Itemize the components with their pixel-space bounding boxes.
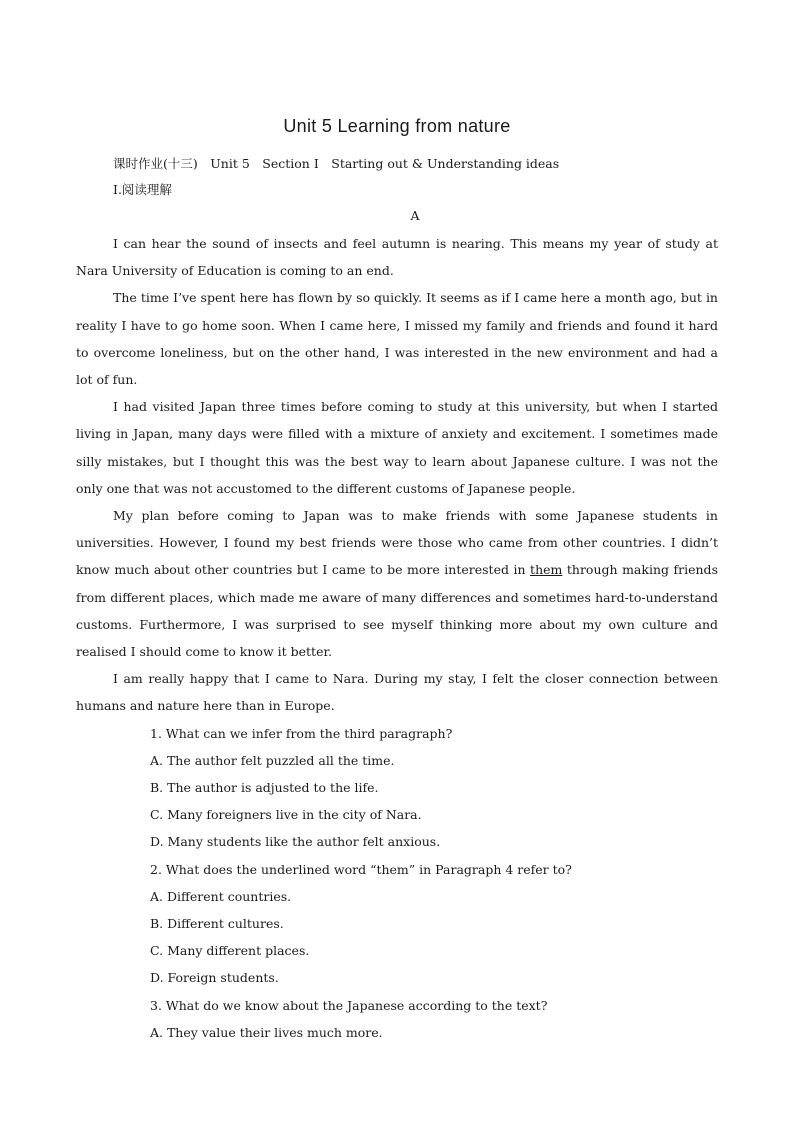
paragraph-2: The time I’ve spent here has flown by so quickly. It seems as if I came here a month ago, but in reality I have to go home soon. When I came here, I missed my family and friends and found it hard to overcome loneliness, but on the other hand, I was interested in the new environment and had a lot of fun. <box>76 290 718 388</box>
section-label: Ⅰ.阅读理解 <box>113 182 172 197</box>
question-stem: 1. What can we infer from the third paragraph? <box>150 725 453 741</box>
passage-body <box>76 230 718 1046</box>
answer-option: B. The author is adjusted to the life. <box>150 780 379 796</box>
lesson-subtitle: 课时作业(十三) Unit 5 Section Ⅰ Starting out & Understanding ideas <box>113 156 560 171</box>
paragraph-1: I can hear the sound of insects and feel autumn is nearing. This means my year of study at Nara University of Education is coming to an end. <box>76 236 718 279</box>
paragraph-3: I had visited Japan three times before coming to study at this university, but when I started living in Japan, many days were filled with a mixture of anxiety and excitement. I sometimes made silly mistakes, but I thought this was the best way to learn about Japanese culture. I was not the only one that was not accustomed to the different customs of Japanese people. <box>76 399 718 496</box>
question-stem: 2. What does the underlined word “them” in Paragraph 4 refer to? <box>150 861 572 877</box>
paragraph-5: I am really happy that I came to Nara. During my stay, I felt the closer connection between humans and nature here than in Europe. <box>76 671 718 714</box>
page-title: Unit 5 Learning from nature <box>283 116 511 136</box>
answer-option: A. The author felt puzzled all the time. <box>150 752 395 768</box>
answer-option: C. Many different places. <box>150 943 310 959</box>
question-3 <box>76 992 718 1046</box>
question-2 <box>76 856 718 992</box>
answer-option: C. Many foreigners live in the city of Nara. <box>150 807 422 823</box>
question-1 <box>76 720 718 856</box>
paragraph-4 <box>76 502 718 665</box>
answer-option: B. Different cultures. <box>150 916 284 932</box>
passage-letter: A <box>410 208 420 223</box>
answer-option: A. They value their lives much more. <box>150 1024 383 1040</box>
question-stem: 3. What do we know about the Japanese according to the text? <box>150 997 548 1013</box>
answer-option: D. Many students like the author felt anxious. <box>150 834 441 850</box>
paragraph-4-part-1: My plan before coming to Japan was to make friends with some Japanese students in universities. However, I found my best friends were those who came from other countries. I didn’t know much about other countries but I came to be more interested in <box>76 508 718 578</box>
paragraph-4-part-2: through making friends from different places, which made me aware of many differences and sometimes hard-to-understand customs. Furthermore, I was surprised to see myself thinking more about my own culture and realised I should come to know it better. <box>76 562 718 660</box>
answer-option: A. Different countries. <box>150 888 292 904</box>
underlined-word: them <box>530 562 563 578</box>
answer-option: D. Foreign students. <box>150 970 279 986</box>
